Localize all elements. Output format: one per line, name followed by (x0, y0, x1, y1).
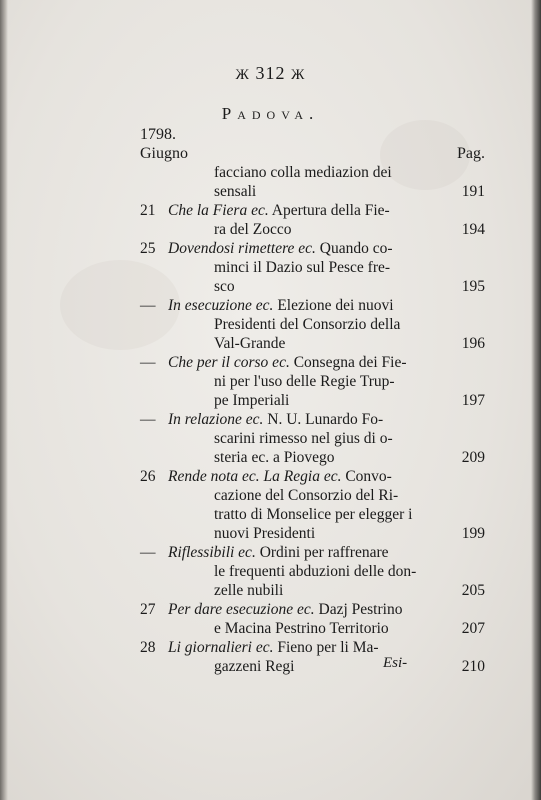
page-header (0, 63, 541, 84)
year-label: 1798. (140, 126, 176, 143)
entry-day: 28 (140, 639, 156, 656)
entry-text: sco (214, 278, 235, 295)
entry-text: Presidenti del Consorzio della (214, 316, 401, 333)
entry-text: Ordini per raffrenare (259, 544, 389, 561)
page-number: 312 (255, 63, 286, 83)
entry-incipit: Riflessibili ec. (168, 544, 256, 561)
entry-day: 27 (140, 601, 156, 618)
entry-text: Apertura della Fie- (271, 202, 390, 219)
entry-incipit: In relazione ec. (168, 411, 264, 428)
entry-page: 194 (461, 221, 485, 238)
index-entry (140, 467, 485, 543)
entry-text: Elezione dei nuovi (277, 297, 394, 314)
entry-text: Val-Grande (214, 335, 286, 352)
entry-day: 21 (140, 202, 156, 219)
index-entry (140, 239, 485, 296)
entry-text: ni per l'uso delle Regie Trup- (214, 373, 395, 390)
entry-page: 207 (461, 620, 485, 637)
entry-text: Consegna dei Fie- (293, 354, 407, 371)
entry-text: facciano colla mediazion dei (214, 164, 392, 181)
index-entry (140, 543, 485, 600)
ornament-left-icon: Ж (235, 67, 250, 83)
entry-page: 210 (461, 658, 485, 675)
index-entries (140, 163, 485, 676)
pag-column-label: Pag. (457, 145, 485, 162)
entry-text: scarini rimesso nel gius di o- (214, 430, 393, 447)
entry-text: Quando co- (319, 240, 393, 257)
index-entry (140, 296, 485, 353)
entry-text: cazione del Consorzio del Ri- (214, 487, 399, 504)
index-entry (140, 410, 485, 467)
index-entry (140, 201, 485, 239)
entry-text: e Macina Pestrino Territorio (214, 620, 389, 637)
entry-text: tratto di Monselice per elegger i nuovi Presidenti (214, 506, 413, 542)
entry-incipit: Che per il corso ec. (168, 354, 290, 371)
entry-incipit: Rende nota ec. La Regia ec. (168, 468, 342, 485)
entry-incipit: Li giornalieri ec. (168, 639, 274, 656)
index-entry (140, 353, 485, 410)
entry-text: pe Imperiali (214, 392, 290, 409)
entry-text: ra del Zocco (214, 221, 292, 238)
entry-page: 205 (461, 582, 485, 599)
catchword: Esi- (383, 655, 408, 671)
entry-page: 196 (461, 335, 485, 352)
index-entry (140, 638, 485, 676)
entry-text: steria ec. a Piovego (214, 449, 335, 466)
entry-incipit: Dovendosi rimettere ec. (168, 240, 316, 257)
entry-text: Convo- (345, 468, 392, 485)
entry-text: sensali (214, 183, 257, 200)
index-entry (140, 600, 485, 638)
month-label: Giugno (140, 145, 188, 162)
entry-text: Dazj Pestrino (318, 601, 403, 618)
entry-page: 209 (461, 449, 485, 466)
entry-incipit: Per dare esecuzione ec. (168, 601, 315, 618)
entry-day: — (140, 411, 156, 428)
entry-page: 197 (461, 392, 485, 409)
entry-day: — (140, 297, 156, 314)
entry-day: — (140, 354, 156, 371)
place-heading: Padova. (221, 104, 320, 123)
entry-incipit: In esecuzione ec. (168, 297, 274, 314)
entry-page: 191 (461, 183, 485, 200)
entry-day: 25 (140, 240, 156, 257)
ornament-right-icon: Ж (291, 67, 306, 83)
entry-day: — (140, 544, 156, 561)
entry-text: zelle nubili (214, 582, 284, 599)
entry-incipit: Che la Fiera ec. (168, 202, 269, 219)
entry-day: 26 (140, 468, 156, 485)
entry-text: minci il Dazio sul Pesce fre- (214, 259, 391, 276)
entry-text: gazzeni Regi (214, 658, 295, 675)
entry-page: 195 (461, 278, 485, 295)
index-entry (140, 163, 485, 201)
entry-text: Fieno per li Ma- (277, 639, 379, 656)
entry-page: 199 (461, 525, 485, 542)
entry-text: N. U. Lunardo Fo- (267, 411, 384, 428)
entry-text: le frequenti abduzioni delle don- (214, 563, 417, 580)
